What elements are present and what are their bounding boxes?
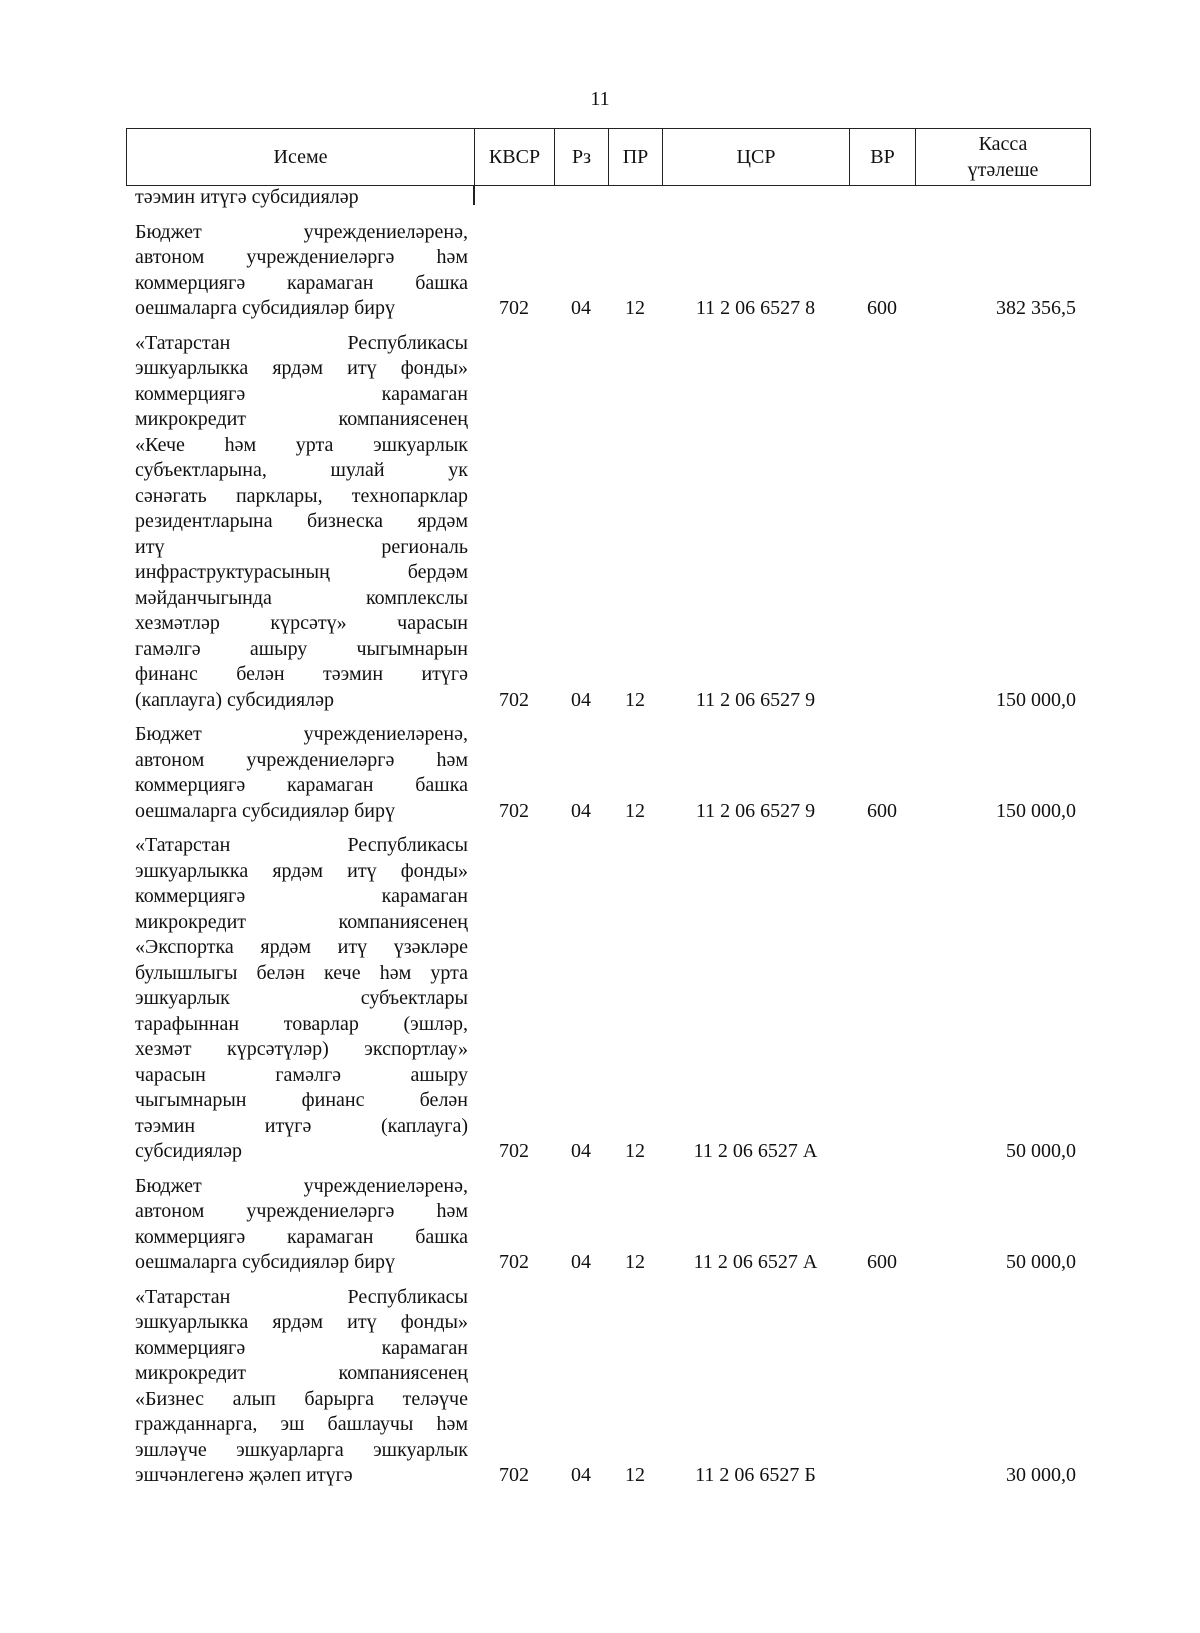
- row-name-line: эшкуарлык субъектлары: [135, 987, 468, 1009]
- row-name-line: эшкуарлыкка ярдәм итү фонды»: [135, 1311, 468, 1333]
- row-name-line: эшкуарлыкка ярдәм итү фонды»: [135, 859, 468, 882]
- row-name: [126, 833, 474, 1165]
- row-vr: 600: [867, 297, 897, 319]
- row-name-line: «Татарстан Республикасы: [135, 331, 468, 354]
- header-kassa: [916, 129, 1091, 186]
- row-name: [126, 331, 474, 714]
- row-name-line: (каплауга) субсидияләр: [135, 688, 335, 711]
- row-name-line: микрокредит компаниясенең: [135, 1362, 468, 1384]
- row-kvsr: 702: [499, 799, 529, 822]
- row-name-line: мәйданчыгында комплекслы: [135, 586, 468, 609]
- row-name-line: чарасын гамәлгә ашыру: [135, 1063, 468, 1086]
- row-vr: 600: [867, 799, 897, 822]
- row-name-line: эшкуарлыкка ярдәм итү фонды»: [135, 357, 468, 379]
- row-name-line: субсидияләр: [135, 1140, 243, 1162]
- row-kassa: 150 000,0: [996, 799, 1076, 822]
- row-name-line: оешмаларга субсидияләр бирү: [135, 1251, 395, 1273]
- row-name-line: «Татарстан Республикасы: [135, 834, 468, 856]
- header-vr: ВР: [850, 129, 916, 186]
- row-rz: 04: [571, 1464, 591, 1486]
- row-kvsr: 702: [499, 1140, 529, 1162]
- header-name: Исеме: [127, 129, 475, 186]
- row-name-line: оешмаларга субсидияләр бирү: [135, 297, 395, 319]
- row-kassa: 50 000,0: [1006, 1251, 1076, 1273]
- row-pr: 12: [625, 799, 645, 822]
- row-name-line: итү региональ: [135, 535, 468, 558]
- row-name-line: автоном учреждениеләргә һәм: [135, 748, 468, 771]
- row-name-line: чыгымнарын финанс белән: [135, 1089, 468, 1111]
- row-kvsr: 702: [499, 1464, 529, 1486]
- row-pr: 12: [625, 297, 645, 319]
- row-rz: 04: [571, 297, 591, 319]
- header-pr: ПР: [609, 129, 663, 186]
- row-name-line: коммерциягә карамаган башка: [135, 271, 468, 294]
- header-kassa-line1: Касса: [978, 133, 1028, 155]
- row-name-line: гражданнарга, эш башлаучы һәм: [135, 1413, 468, 1435]
- row-gap: [126, 1165, 1116, 1174]
- row-name-line: финанс белән тәэмин итүгә: [135, 663, 468, 685]
- header-kvsr: КВСР: [475, 129, 555, 186]
- row-name-line: хезмәт күрсәтүләр) экспортлау»: [135, 1038, 468, 1060]
- row-gap: [126, 322, 1116, 331]
- table-row: [126, 1174, 1116, 1276]
- row-pr: 12: [625, 1140, 645, 1162]
- row-name-line: «Татарстан Республикасы: [135, 1285, 468, 1308]
- header-rz: Рз: [555, 129, 609, 186]
- row-rz: 04: [571, 688, 591, 711]
- row-gap: [126, 211, 1116, 220]
- row-pr: 12: [625, 1464, 645, 1486]
- row-csr: 11 2 06 6527 Б: [695, 1464, 816, 1486]
- table-row: [126, 722, 1116, 824]
- row-name-line: резидентларына бизнеска ярдәм: [135, 510, 468, 532]
- table-row: [126, 1285, 1116, 1489]
- row-name-line: субъектларына, шулай ук: [135, 459, 468, 481]
- row-name-line: коммерциягә карамаган: [135, 1336, 468, 1359]
- row-name: [126, 185, 474, 211]
- row-csr: 11 2 06 6527 8: [695, 297, 816, 319]
- row-name-line: автоном учреждениеләргә һәм: [135, 1200, 468, 1222]
- row-kassa: 50 000,0: [1006, 1140, 1076, 1162]
- row-csr: 11 2 06 6527 А: [693, 1251, 818, 1273]
- table-row: [126, 331, 1116, 714]
- row-name-line: автоном учреждениеләргә һәм: [135, 246, 468, 268]
- row-kvsr: 702: [499, 688, 529, 711]
- row-vr: 600: [867, 1251, 897, 1273]
- row-name-line: коммерциягә карамаган башка: [135, 774, 468, 796]
- row-name-line: оешмаларга субсидияләр бирү: [135, 799, 395, 822]
- row-pr: 12: [625, 688, 645, 711]
- row-name: [126, 1285, 474, 1489]
- row-pr: 12: [625, 1251, 645, 1273]
- row-name: [126, 722, 474, 824]
- row-name-line: эшләүче эшкуарларга эшкуарлык: [135, 1438, 468, 1461]
- header-kassa-line2: үтәлеше: [967, 159, 1039, 181]
- row-name-line: хезмәтләр күрсәтү» чарасын: [135, 612, 468, 634]
- row-csr: 11 2 06 6527 А: [693, 1140, 818, 1162]
- row-csr: 11 2 06 6527 9: [695, 688, 816, 711]
- row-kassa: 150 000,0: [996, 688, 1076, 711]
- row-rz: 04: [571, 1140, 591, 1162]
- row-gap: [126, 824, 1116, 833]
- row-name-line: булышлыгы белән кече һәм урта: [135, 961, 468, 984]
- row-name-line: инфраструктурасының бердәм: [135, 561, 468, 583]
- row-name-line: коммерциягә карамаган: [135, 885, 468, 907]
- table-row: [126, 220, 1116, 322]
- row-gap: [126, 713, 1116, 722]
- row-name-line: коммерциягә карамаган башка: [135, 1225, 468, 1248]
- row-name-line: «Бизнес алып барырга теләүче: [135, 1387, 468, 1410]
- row-name-line: тарафыннан товарлар (эшләр,: [135, 1012, 468, 1035]
- row-name-line: тәэмин итүгә субсидияләр: [135, 186, 359, 208]
- row-name-line: «Экспортка ярдәм итү үзәкләре: [135, 936, 468, 958]
- table-row: [126, 185, 1116, 211]
- row-rz: 04: [571, 799, 591, 822]
- row-name-line: эшчәнлегенә җәлеп итүгә: [135, 1464, 353, 1486]
- row-csr: 11 2 06 6527 9: [695, 799, 816, 822]
- row-name-line: сәнәгать парклары, технопарклар: [135, 484, 468, 507]
- row-name-line: «Кече һәм урта эшкуарлык: [135, 433, 468, 456]
- row-kassa: 30 000,0: [1006, 1464, 1076, 1486]
- row-kvsr: 702: [499, 1251, 529, 1273]
- row-name-line: тәэмин итүгә (каплауга): [135, 1114, 468, 1137]
- table-body: [126, 185, 1116, 1489]
- row-kvsr: 702: [499, 297, 529, 319]
- row-name-line: Бюджет учреждениеләренә,: [135, 1174, 468, 1197]
- row-gap: [126, 1276, 1116, 1285]
- row-name: [126, 220, 474, 322]
- row-rz: 04: [571, 1251, 591, 1273]
- row-name: [126, 1174, 474, 1276]
- row-name-line: Бюджет учреждениеләренә,: [135, 723, 468, 745]
- page-number: 11: [590, 88, 610, 110]
- header-csr: ЦСР: [663, 129, 850, 186]
- row-name-line: микрокредит компаниясенең: [135, 910, 468, 933]
- table-row: [126, 833, 1116, 1165]
- row-name-line: коммерциягә карамаган: [135, 382, 468, 405]
- row-name-line: Бюджет учреждениеләренә,: [135, 220, 468, 243]
- row-kassa: 382 356,5: [996, 297, 1076, 319]
- row-name-line: микрокредит компаниясенең: [135, 408, 468, 430]
- table-header: [126, 128, 1091, 186]
- row-name-line: гамәлгә ашыру чыгымнарын: [135, 637, 468, 660]
